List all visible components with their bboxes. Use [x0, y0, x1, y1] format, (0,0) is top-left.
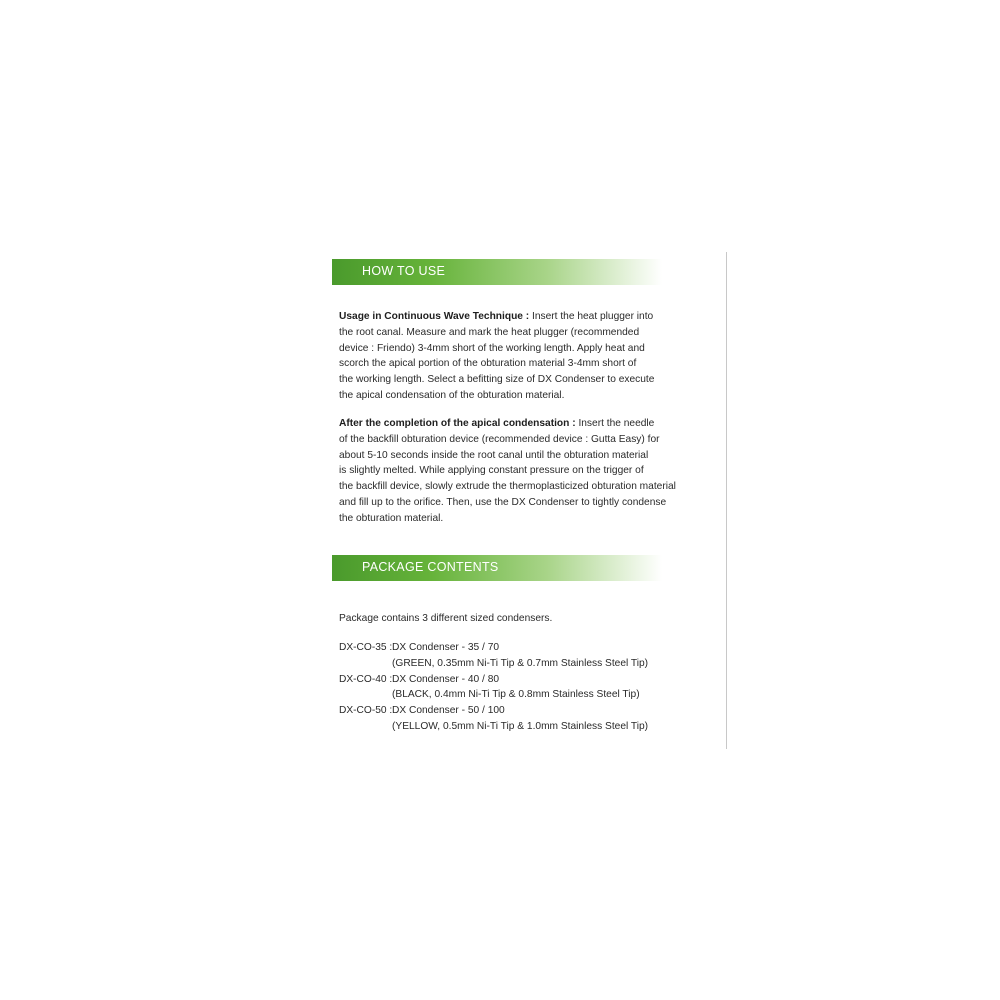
package-item [339, 640, 719, 656]
paragraph-lead: Usage in Continuous Wave Technique : [339, 311, 530, 322]
how-to-use-header [332, 259, 662, 285]
paragraph-line: the backfill device, slowly extrude the thermoplasticized obturation material [339, 481, 676, 493]
apical-condensation-paragraph [339, 416, 719, 527]
continuous-wave-paragraph [339, 309, 719, 404]
item-code: DX-CO-50 : [339, 705, 393, 717]
package-intro [339, 611, 719, 627]
paragraph-line: scorch the apical portion of the obturation material 3-4mm short of [339, 358, 637, 370]
package-item [339, 672, 719, 688]
package-item [339, 703, 719, 719]
paragraph-line: device : Friendo) 3-4mm short of the working length. Apply heat and [339, 342, 645, 354]
vertical-divider [726, 252, 727, 749]
item-code: DX-CO-35 : [339, 642, 393, 653]
paragraph-line: the apical condensation of the obturation material. [339, 389, 565, 401]
package-intro-text: Package contains 3 different sized condensers. [339, 613, 553, 624]
item-name: DX Condenser - 50 / 100 [392, 705, 505, 717]
paragraph-line: Insert the needle [575, 418, 655, 429]
paragraph-lead: After the completion of the apical condensation : [339, 418, 576, 429]
paragraph-line: the working length. Select a befitting size of DX Condenser to execute [339, 374, 655, 386]
paragraph-line: the root canal. Measure and mark the heat plugger (recommended [339, 326, 640, 338]
paragraph-line: about 5-10 seconds inside the root canal until the obturation material [339, 449, 649, 461]
package-contents-heading: PACKAGE CONTENTS [362, 560, 499, 574]
paragraph-line: Insert the heat plugger into [529, 311, 654, 322]
paragraph-line: of the backfill obturation device (recommended device : Gutta Easy) for [339, 433, 660, 445]
package-items-list [339, 640, 719, 735]
item-name: DX Condenser - 35 / 70 [392, 642, 500, 653]
item-detail: (BLACK, 0.4mm Ni-Ti Tip & 0.8mm Stainless Steel Tip) [392, 689, 640, 701]
paragraph-line: and fill up to the orifice. Then, use the DX Condenser to tightly condense [339, 496, 667, 508]
paragraph-line: is slightly melted. While applying constant pressure on the trigger of [339, 465, 644, 477]
paragraph-line: the obturation material. [339, 512, 444, 524]
package-contents-header [332, 555, 662, 581]
item-detail: (GREEN, 0.35mm Ni-Ti Tip & 0.7mm Stainless Steel Tip) [392, 657, 649, 669]
item-code: DX-CO-40 : [339, 673, 393, 685]
item-name: DX Condenser - 40 / 80 [392, 673, 500, 685]
how-to-use-heading: HOW TO USE [362, 264, 446, 278]
item-detail: (YELLOW, 0.5mm Ni-Ti Tip & 1.0mm Stainless Steel Tip) [392, 720, 649, 732]
